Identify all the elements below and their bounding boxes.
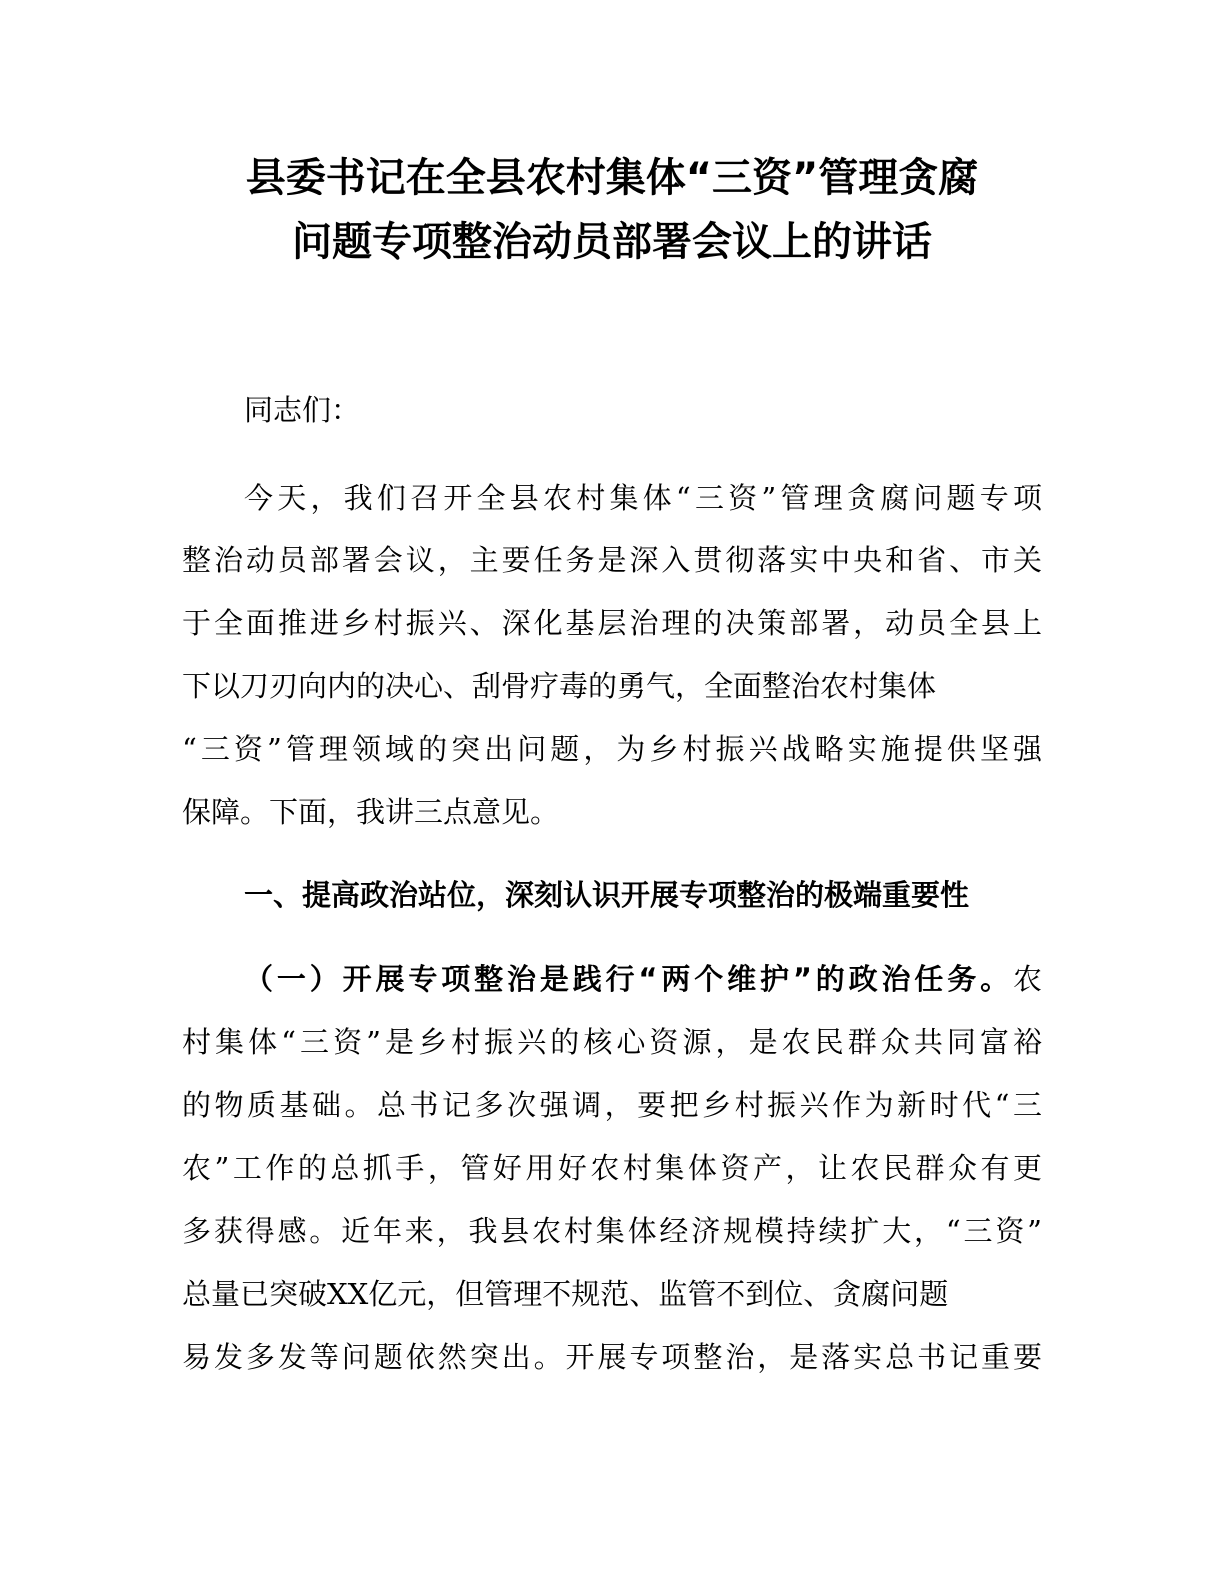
- salutation: 同志们：: [244, 393, 361, 427]
- subsection-1-line-2: 村集体“三资”是乡村振兴的核心资源，是农民群众共同富裕: [182, 1025, 1042, 1059]
- subsection-1-line-7: 易发多发等问题依然突出。开展专项整治，是落实总书记重要: [182, 1340, 1042, 1374]
- intro-line-1: 今天，我们召开全县农村集体“三资”管理贪腐问题专项: [244, 481, 1042, 515]
- subsection-1-line-5: 多获得感。近年来，我县农村集体经济规模持续扩大，“三资”: [182, 1214, 1042, 1248]
- subsection-heading-1: （一）开展专项整治是践行“两个维护”的政治任务。: [244, 962, 1013, 996]
- subsection-1-first-line: [244, 959, 1042, 999]
- subsection-1-line-6: 总量已突破XX亿元，但管理不规范、监管不到位、贪腐问题: [182, 1277, 949, 1311]
- intro-line-6: 保障。下面，我讲三点意见。: [182, 795, 560, 829]
- document-title-line-1: 县委书记在全县农村集体“三资”管理贪腐: [245, 155, 979, 201]
- document-title-line-2: 问题专项整治动员部署会议上的讲话: [292, 219, 932, 265]
- subsection-1-line-3: 的物质基础。总书记多次强调，要把乡村振兴作为新时代“三: [182, 1088, 1042, 1122]
- intro-line-3: 于全面推进乡村振兴、深化基层治理的决策部署，动员全县上: [182, 606, 1042, 640]
- subsection-1-line-1: 农: [1012, 962, 1042, 996]
- subsection-1-line-4: 农”工作的总抓手，管好用好农村集体资产，让农民群众有更: [182, 1151, 1042, 1185]
- section-heading-1: 一、提高政治站位，深刻认识开展专项整治的极端重要性: [244, 878, 970, 912]
- intro-line-4: 下以刀刃向内的决心、刮骨疗毒的勇气，全面整治农村集体: [182, 669, 937, 703]
- intro-line-5: “三资”管理领域的突出问题，为乡村振兴战略实施提供坚强: [182, 732, 1042, 766]
- intro-line-2: 整治动员部署会议，主要任务是深入贯彻落实中央和省、市关: [182, 543, 1042, 577]
